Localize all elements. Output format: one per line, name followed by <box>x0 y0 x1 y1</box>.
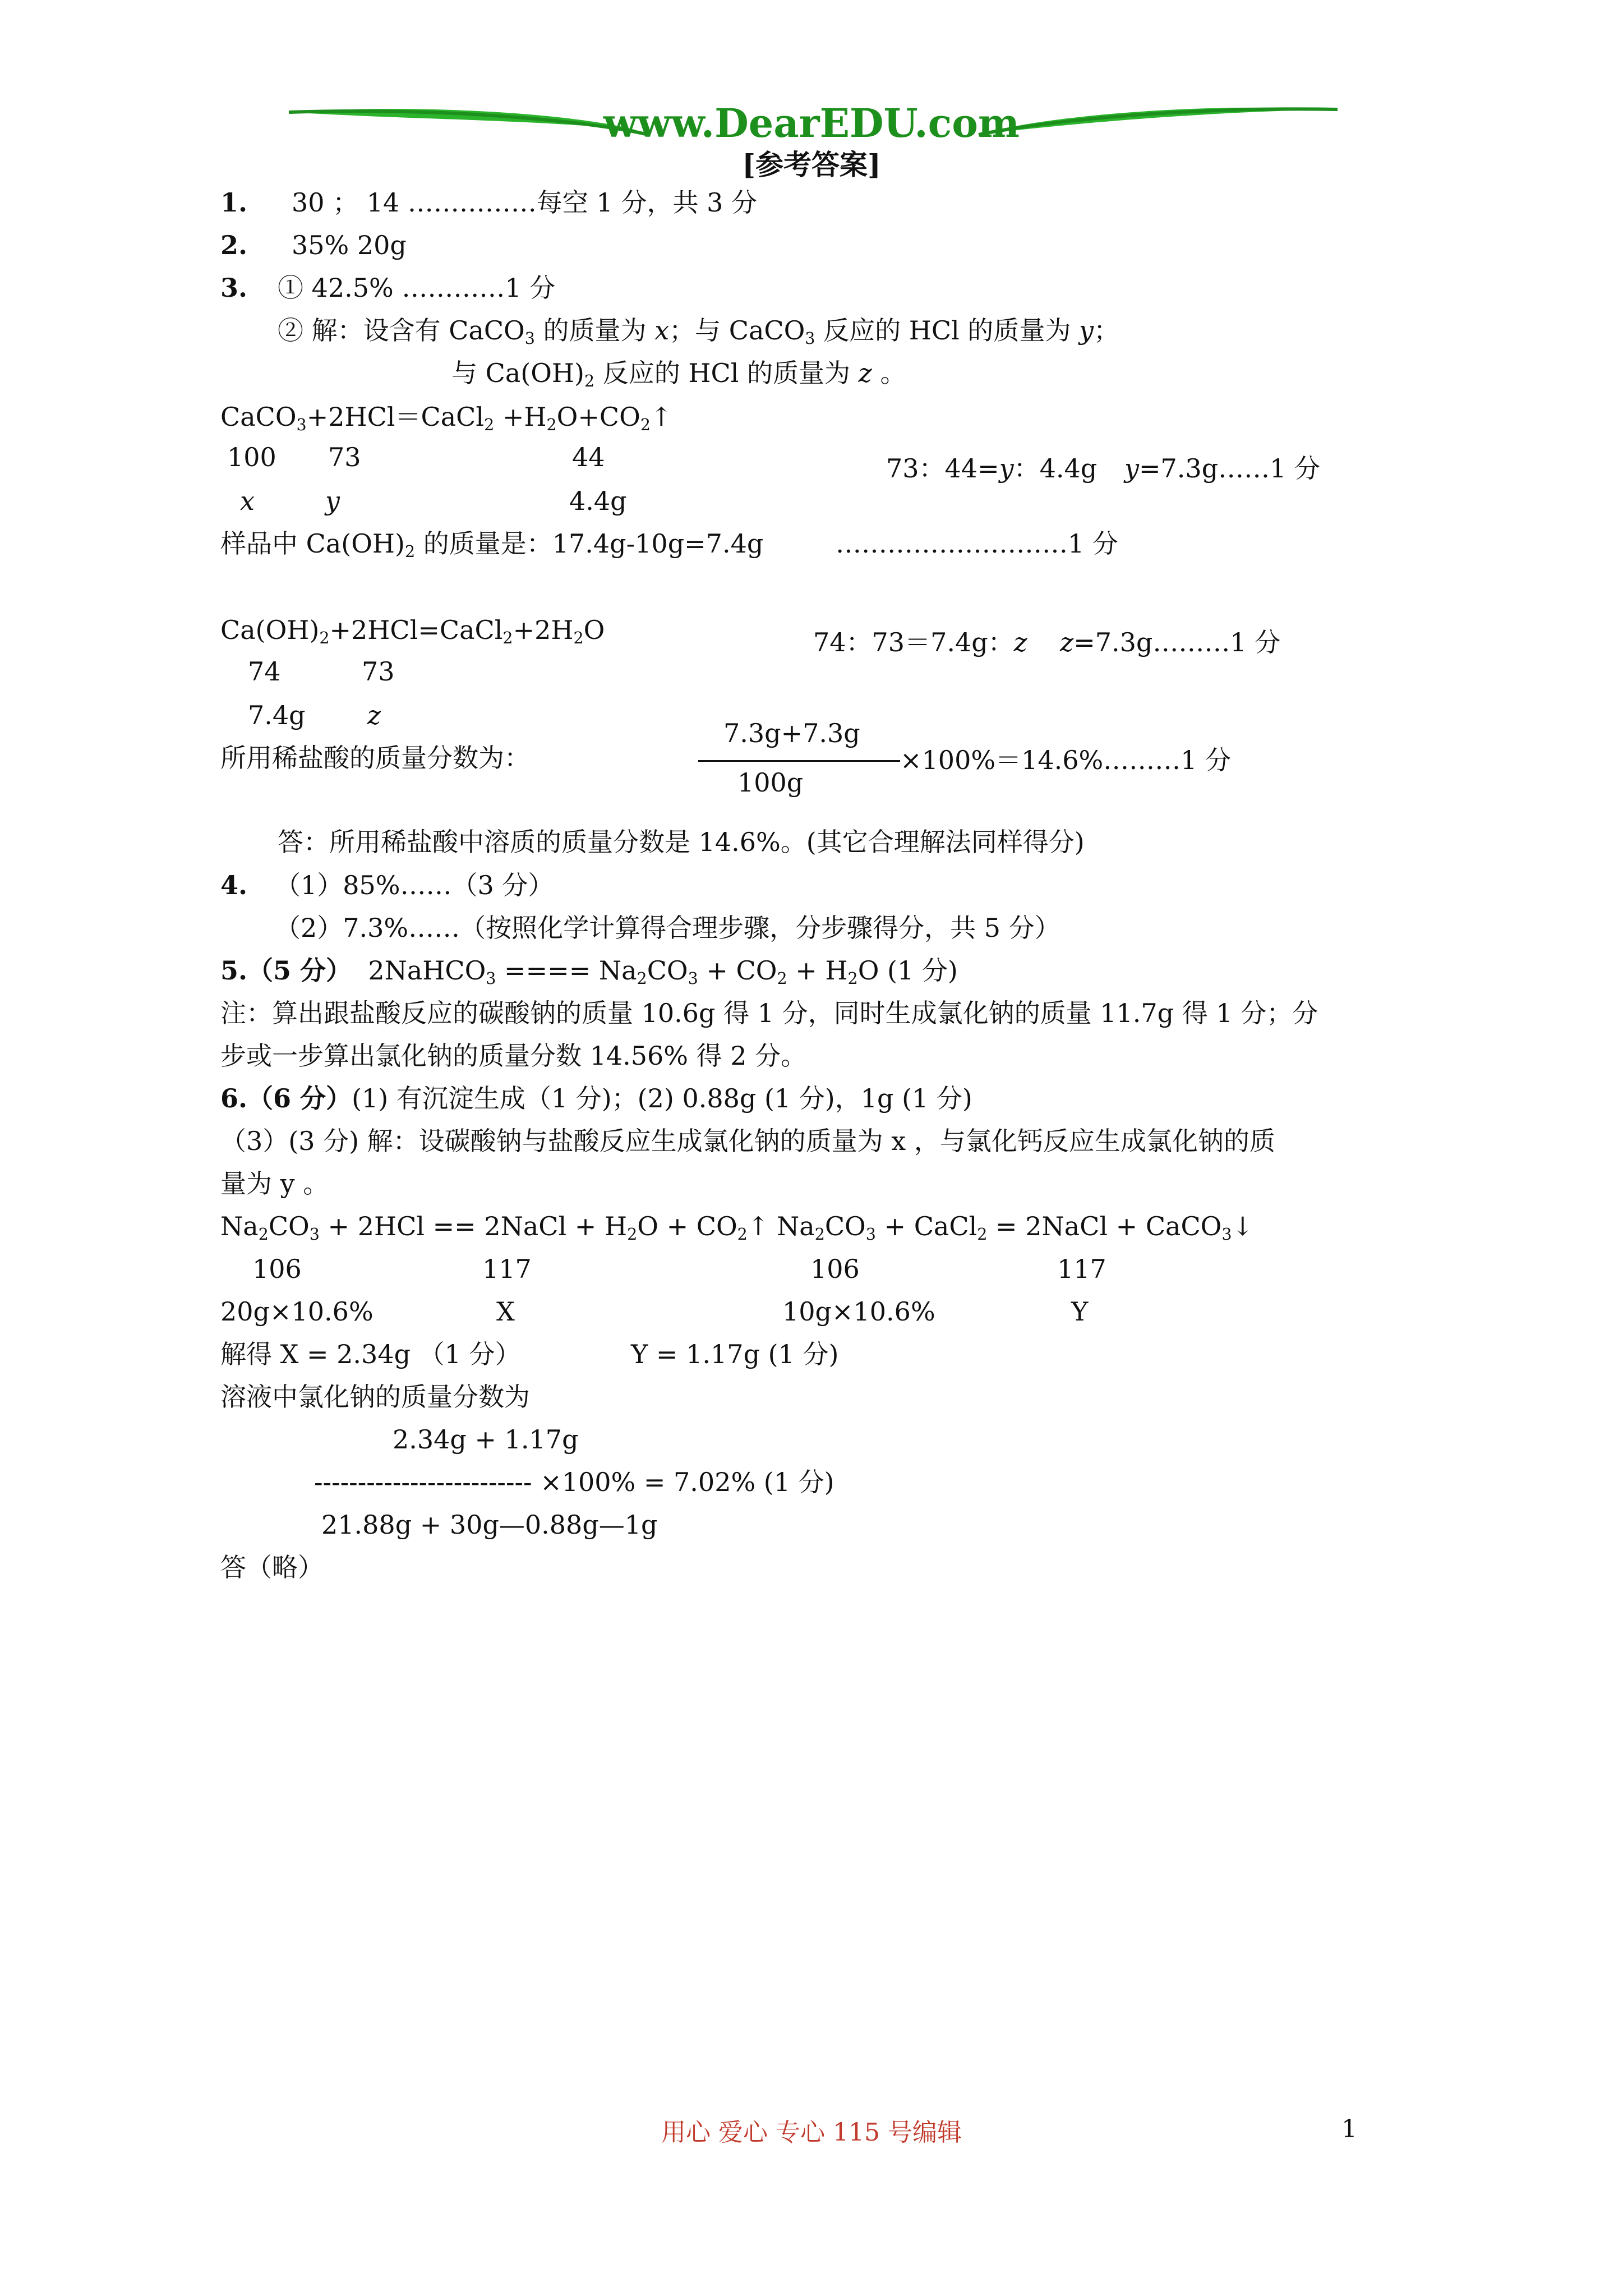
variable: x <box>240 486 255 516</box>
molar-mass: 74 <box>248 656 281 687</box>
mass-value: 20g×10.6% <box>220 1296 374 1327</box>
answer-4-part2: （2）7.3%……（按照化学计算得合理步骤，分步骤得分，共 5 分） <box>275 913 1061 943</box>
ratio-result-2: z=7.3g………1 分 <box>1060 627 1281 657</box>
fraction-result: ×100%＝14.6%………1 分 <box>900 745 1232 775</box>
answer-3-part1: ① 42.5% …………1 分 <box>278 273 556 303</box>
answer-3-part2-line2: 与 $Ca(OH)_2$ 反应的 HCl 的质量为 z 。 <box>451 358 906 390</box>
answer-6-line1: 6.（6 分）(1) 有沉淀生成（1 分)；(2) 0.88g (1 分)，1g (1 分) <box>220 1083 972 1114</box>
molar-mass: 117 <box>482 1254 532 1284</box>
answer-6-part3-line2: 量为 y 。 <box>220 1168 329 1199</box>
question-number-2: 2. <box>220 230 248 260</box>
footer-slogan: 用心 爱心 专心 115 号编辑 <box>661 2118 962 2147</box>
question-number-6: 6. <box>220 1083 248 1114</box>
note-line-2: 步或一步算出氯化钠的质量分数 14.56% 得 2 分。 <box>220 1041 807 1071</box>
page-heading: [参考答案] <box>742 148 881 181</box>
variable: X <box>496 1296 515 1327</box>
fraction-label: 所用稀盐酸的质量分数为： <box>220 743 530 773</box>
fraction-label: 溶液中氯化钠的质量分数为 <box>220 1382 530 1412</box>
score: （5 分） <box>247 955 352 986</box>
note-line-1: 注：算出跟盐酸反应的碳酸钠的质量 10.6g 得 1 分，同时生成氯化钠的质量 11.7g 得 1 分；分 <box>220 998 1318 1028</box>
equation-caco3-hcl: CaCO$_3$+2HCl＝CaCl$_2$ $+H_2O+CO_2↑$ <box>220 402 672 434</box>
fraction-bar-result: ------------------------- ×100% = 7.02% (1 分) <box>314 1467 834 1497</box>
ratio-equation-1: 73：44=y：4.4g <box>886 453 1098 484</box>
molar-mass: 106 <box>252 1254 302 1284</box>
fraction-numerator: 2.34g + 1.17g <box>393 1424 579 1455</box>
question-number-5: 5. <box>220 955 248 986</box>
fraction-denominator: 21.88g + 30g—0.88g—1g <box>321 1510 658 1540</box>
answer-6-conclusion: 答（略） <box>220 1552 324 1582</box>
answer-2: 35% 20g <box>292 230 407 260</box>
score: （6 分） <box>247 1083 352 1114</box>
variable: y <box>325 486 340 516</box>
page-number: 1 <box>1341 2115 1357 2143</box>
site-logo[interactable]: www.DearEDU.com <box>603 100 1020 146</box>
mass-value: 7.4g <box>248 700 306 730</box>
answer-4-part1: （1）85%……（3 分） <box>275 870 554 900</box>
answer-3-part2-line: ② 解：设含有 CaCO$_3$ 的质量为 x；与 CaCO$_3$ 反应的 HCl 的质量为 y； <box>278 315 1119 348</box>
molar-mass: 73 <box>362 656 395 687</box>
fraction-numerator: 7.3g+7.3g <box>723 718 860 748</box>
mass-value: 4.4g <box>569 486 627 516</box>
question-number-3: 3. <box>220 273 248 303</box>
equation-caoh2-hcl: $Ca(OH)_2+2HCl=CaCl_2+2H_2O$ <box>220 615 605 647</box>
mass-value: 10g×10.6% <box>782 1296 935 1327</box>
variable: z <box>367 700 381 730</box>
molar-mass: 44 <box>572 442 605 472</box>
solution-y: Y = 1.17g (1 分) <box>631 1339 839 1369</box>
question-number-1: 1. <box>220 187 248 218</box>
fraction-bar <box>698 760 900 762</box>
solution-x: 解得 X = 2.34g （1 分） <box>220 1339 521 1369</box>
score: ………………………1 分 <box>836 528 1118 559</box>
answer-6-part3-line1: （3）(3 分) 解：设碳酸钠与盐酸反应生成氯化钠的质量为 x ，与氯化钙反应生成氯化钠的质 <box>220 1126 1275 1156</box>
ratio-equation-2: 74：73＝7.4g：z <box>813 627 1027 657</box>
question-number-4: 4. <box>220 870 248 900</box>
molar-mass: 73 <box>328 442 361 472</box>
fraction-denominator: 100g <box>737 767 804 798</box>
equation-na2co3-hcl: $Na_2CO_3 + 2HCl$ == 2NaCl + $H_2O$ + $CO_2↑$ <box>220 1211 769 1244</box>
ratio-result-1: y=7.3g……1 分 <box>1124 453 1321 484</box>
equation-na2co3-cacl2: $Na_2CO_3$ + CaCl$_2$ = 2NaCl + CaCO$_3$↓ <box>777 1211 1254 1244</box>
answer-3-conclusion: 答：所用稀盐酸中溶质的质量分数是 14.6%。(其它合理解法同样得分) <box>278 827 1085 857</box>
answer-1: 30 ； 14 ……………每空 1 分，共 3 分 <box>292 187 757 218</box>
molar-mass: 117 <box>1057 1254 1106 1284</box>
caoh2-mass-line: 样品中 $Ca(OH)_2$ 的质量是：17.4g-10g=7.4g <box>220 528 764 561</box>
molar-mass: 106 <box>810 1254 860 1284</box>
variable: Y <box>1071 1296 1089 1327</box>
molar-mass: 100 <box>227 442 276 472</box>
answer-5-line: 5.（5 分） 2NaHCO$_3$ ==== $Na_2CO_3 + CO_2 + H_2O$ (1 分) <box>220 955 958 988</box>
